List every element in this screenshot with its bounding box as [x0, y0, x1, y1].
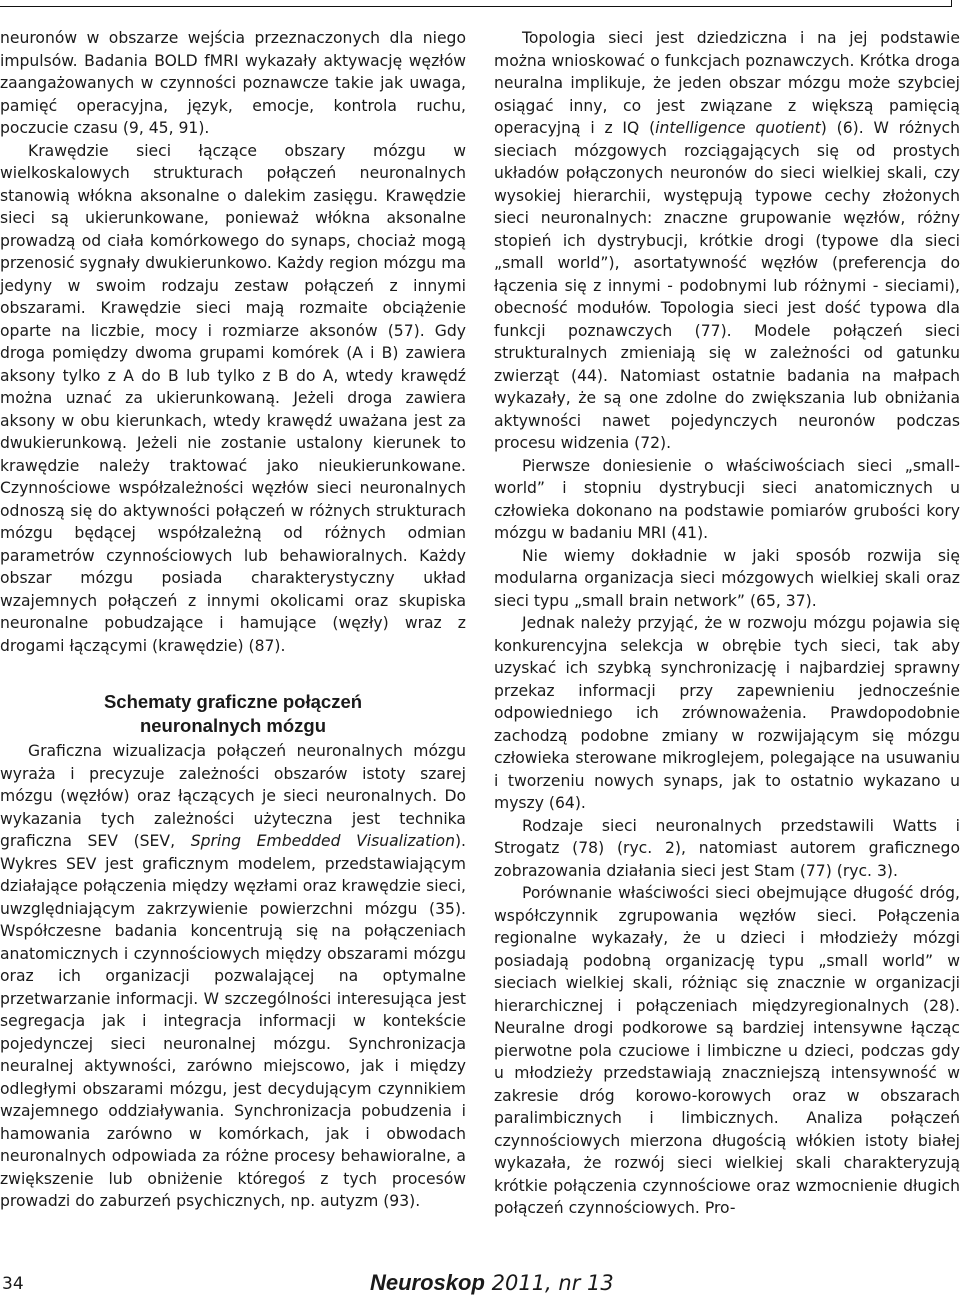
- left-paragraph-3-part-2: ). Wykres SEV jest graficznym modelem, przedstawiającym działające połączenia między węzłami oraz krawędzie sieci, uwzględniającym zakrzywienie powierzchni mózgu (35). Współczesne badania koncentrują się na połączeniach anatomicznych i czynnościowych między obszarami mózgu oraz ich organizacji pozwalającej na optymalne przetwarzanie informacji. W szczególności interesująca jest segregacja jak i integracja informacji w kontekście pojedynczej sieci neuronalnej mózgu. Synchronizacja neuralnej aktywności, zarówno miejscowo, jak i między odległymi obszarami mózgu, jest decydującym czynnikiem wzajemnego oddziaływania. Synchronizacja pobudzenia i hamowania zarówno w komórkach, jak i obwodach neuronalnych odpowiada za różne procesy behawioralne, a zwiększenie lub obniżenie któregoś z tych procesów prowadzi do zaburzeń psychicznych, np. autyzm (93).: [0, 832, 466, 1210]
- journal-issue: 2011, nr 13: [491, 1271, 614, 1295]
- iq-term-italic: intelligence quotient: [655, 119, 821, 137]
- left-paragraph-1: neuronów w obszarze wejścia przeznaczonych dla niego impulsów. Badania BOLD fMRI wykazały aktywację węzłów zaangażowanych w czynności poznawcze takie jak uwaga, pamięć operacyjna, język, emocje, kontrola ruchu, poczucie czasu (9, 45, 91).: [0, 29, 466, 137]
- right-paragraph-1: [494, 27, 960, 455]
- section-heading-line-2: neuronalnych mózgu: [139, 715, 327, 736]
- right-paragraph-6: Porównanie właściwości sieci obejmujące długość dróg, współczynnik zgrupowania węzłów sieci. Połączenia regionalne wykazały, że u dzieci i młodzieży mózgi posiadają podobną organizację typu „small world” w sieciach wielkiej skali, różniąc się znacznie w organizacji hierarchicznej i połączeniach międzyregionalnych (28). Neuralne drogi podkorowe są bardziej intensywne łącząc pierwotne pola czuciowe i limbiczne u dzieci, podczas gdy u młodzieży przedstawiają znaczniejszą intensywność w zakresie dróg korowo-korowych oraz w obszarach paralimbicznych i limbicznych. Analiza połączeń czynnościowych mierzona długością włókien istoty białej wykazała, że rozwój sieci wielkiej skali charakteryzują krótkie połączenia czynnościowe oraz wzmocnienie długich połączeń czynnościowych. Pro-: [494, 884, 960, 1217]
- right-paragraph-1-part-1: Topologia sieci jest dziedziczna i na jej podstawie można wnioskować o funkcjach poznawczych. Krótka droga neuralna implikuje, że jeden obszar mózgu może szybciej osiągać inny, co jest związane z większą pamięcią operacyjną i z IQ (: [494, 29, 960, 137]
- journal-name: Neuroskop: [370, 1270, 485, 1295]
- right-paragraph-1-part-2: ) (6). W różnych sieciach mózgowych rozciągających się od prostych układów połączonych neuronów do sieci wielkiej skali, czy wysokiej hierarchii, występują typowe cechy złożonych sieci neuronalnych: znaczne grupowanie węzłów, różny stopień ich dystrybucji, krótkie drogi (typowe dla sieci „small world”), asortatywność węzłów (preferencja do łączenia się z innymi - podobnymi lub różnymi - sieciami), obecność modułów. Topologia sieci jest dość typowa dla funkcji poznawczych (77). Modele połączeń sieci strukturalnych zmieniają się w zależności od gatunku zwierząt (44). Natomiast ostatnie badania na małpach wykazały, że są one zdolne do zwiększania lub obniżania aktywności nawet pojedynczych neuronów podczas procesu widzenia (72).: [494, 119, 960, 452]
- left-column: [0, 27, 466, 1213]
- section-heading-line-1: Schematy graficzne połączeń: [103, 691, 363, 712]
- right-column: [494, 27, 960, 1220]
- right-paragraph-4: Jednak należy przyjąć, że w rozwoju mózgu pojawia się konkurencyjna selekcja w obrębie tych sieci, tak aby uzyskać ich szybką synchronizację i najbardziej sprawny przekaz informacji przy zapewnieniu jednocześnie odpowiedniego ich zrównoważenia. Prawdopodobnie zachodzą podobne zmiany w rozwijającym się mózgu człowieka sterowane mikroglejem, polegające na usuwaniu i tworzeniu nowych synaps, jak to ostatnio wykazano u myszy (64).: [494, 614, 960, 812]
- top-corner-tick: [951, 0, 952, 7]
- page-footer: [0, 1268, 960, 1300]
- left-paragraph-2: Krawędzie sieci łączące obszary mózgu w wielkoskalowych strukturach połączeń neuronalnych stanowią włókna aksonalne o dalekim zasięgu. Krawędzie sieci są ukierunkowane, ponieważ włókna aksonalne prowadzą od ciała komórkowego do synaps, chociaż mogą przenosić sygnały dwukierunkowo. Każdy region mózgu ma jedyny w swoim rodzaju zestaw połączeń z innymi obszarami. Krawędzie sieci mają rozmaite obciążenie oparte na liczbie, mocy i rozmiarze aksonów (57). Gdy droga pomiędzy dwoma grupami komórek (A i B) zawiera aksony tylko z A do B lub tylko z B do A, wtedy krawędź można uznać za ukierunkowaną. Jeżeli droga zawiera aksony w obu kierunkach, wtedy krawędź uważana jest za dwukierunkową. Jeżeli nie zostanie ustalony kierunek to krawędzie należy traktować jako nieukierunkowane. Czynnościowe współzależności węzłów sieci neuronalnych odnoszą się do aktywności połączeń w różnych strukturach mózgu będącej współzależną od różnych odmian parametrów czynnościowych lub behawioralnych. Każdy obszar mózgu posiada charakterystyczny układ wzajemnych połączeń z innymi okolicami oraz skupiska neuronalne pobudzające i hamujące (węzły) wraz z drogami łączącymi (krawędzie) (87).: [0, 141, 466, 655]
- left-paragraph-3-part-1: Graficzna wizualizacja połączeń neuronalnych mózgu wyraża i precyzuje zależności obszarów istoty szarej mózgu (węzłów) oraz łączących je sieci neuronalnych. Do wykazania tych zależności użyteczna jest technika graficzna SEV (SEV,: [0, 742, 466, 850]
- top-rule: [0, 6, 952, 7]
- right-paragraph-3: Nie wiemy dokładnie w jaki sposób rozwija się modularna organizacja sieci mózgowych wielkiej skali oraz sieci typu „small brain network” (65, 37).: [494, 546, 960, 610]
- right-paragraph-2: Pierwsze doniesienie o właściwościach sieci „small-world” i stopniu dystrybucji sieci anatomicznych u człowieka dokonano na podstawie pomiarów grubości kory mózgu w badaniu MRI (41).: [494, 456, 960, 542]
- sev-term-italic: Spring Embedded Visualization: [190, 832, 455, 850]
- section-heading: [0, 690, 466, 738]
- journal-reference: [370, 1270, 614, 1296]
- page-number: 34: [2, 1274, 24, 1294]
- left-paragraph-3: [0, 740, 466, 1213]
- right-paragraph-5: Rodzaje sieci neuronalnych przedstawili Watts i Strogatz (78) (ryc. 2), natomiast autorem graficznego zobrazowania działania sieci jest Stam (77) (ryc. 3).: [494, 816, 960, 880]
